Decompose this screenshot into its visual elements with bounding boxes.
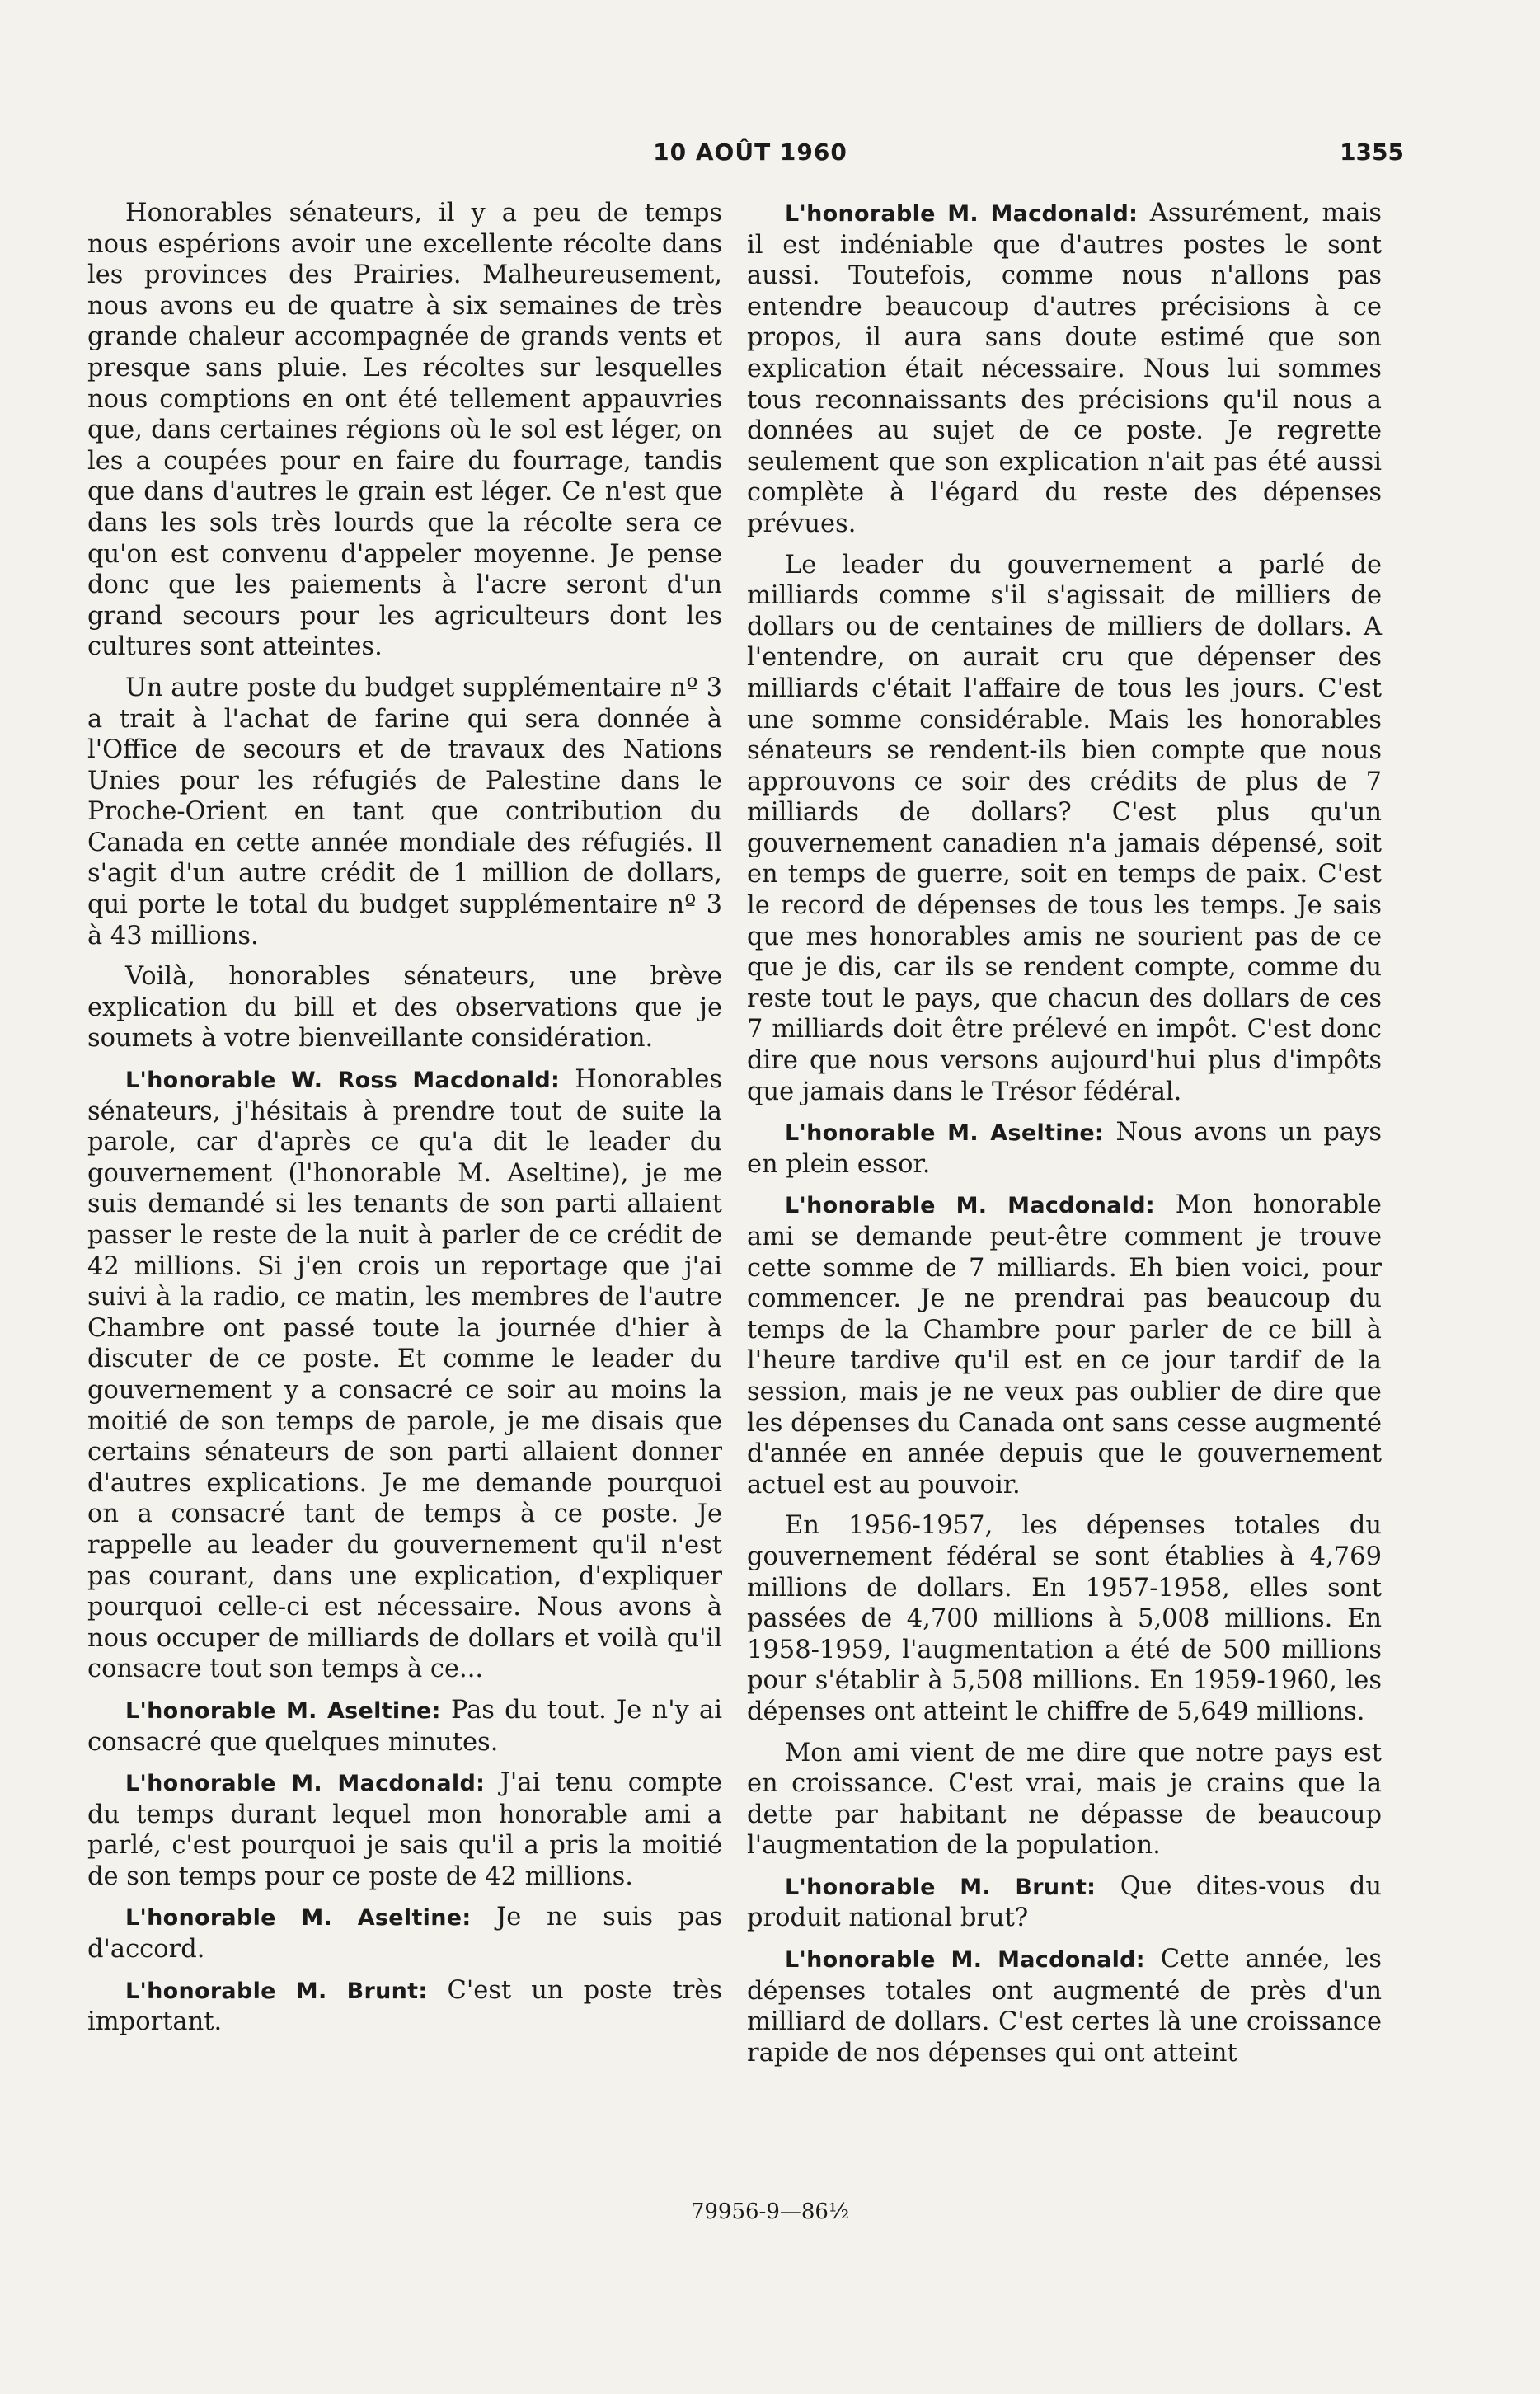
speech-paragraph — [747, 1944, 1382, 2068]
speech-text: Cette année, les dépenses totales ont augmenté de près d'un milliard de dollars. C'est certes là une croissance rapide de nos dépenses qui ont atteint — [747, 1945, 1382, 2068]
speaker-name: L'honorable M. Brunt: — [785, 1874, 1096, 1900]
speech-text: Je ne suis pas d'accord. — [87, 1903, 722, 1964]
speech-text: J'ai tenu compte du temps durant lequel mon honorable ami a parlé, c'est pourquoi je sais qu'il a pris la moitié de son temps pour ce poste de 42 millions. — [87, 1768, 722, 1891]
speaker-name: L'honorable M. Macdonald: — [785, 201, 1139, 227]
paragraph: Mon ami vient de me dire que notre pays est en croissance. C'est vrai, mais je crains que la dette par habitant ne dépasse de beaucoup l'augmentation de la population. — [747, 1738, 1382, 1861]
speech-text: Nous avons un pays en plein essor. — [747, 1118, 1382, 1179]
speech-text: Pas du tout. Je n'y ai consacré que quelques minutes. — [87, 1695, 722, 1757]
speech-text: C'est un poste très important. — [87, 1975, 723, 2037]
left-column — [87, 198, 722, 2048]
speech-paragraph — [87, 1064, 722, 1685]
speech-paragraph — [747, 1871, 1382, 1934]
speaker-name: L'honorable M. Macdonald: — [785, 1193, 1155, 1219]
paragraph: Voilà, honorables sénateurs, une brève explication du bill et des observations que je soumets à votre bienveillante considération. — [87, 962, 722, 1054]
right-column — [747, 198, 1382, 2078]
speech-paragraph — [747, 198, 1382, 540]
speech-text: Assurément, mais il est indéniable que d'autres postes le sont aussi. Toutefois, comme nous n'allons pas entendre beaucoup d'autres précisions à ce propos, il aura sans doute estimé que son explication était nécessaire. Nous lui sommes tous reconnaissants des précisions qu'il nous a données au sujet de ce poste. Je regrette seulement que son explication n'ait pas été aussi complète à l'égard du reste des dépenses prévues. — [747, 199, 1382, 538]
header-date: 10 AOÛT 1960 — [653, 138, 847, 166]
speech-paragraph — [87, 1767, 722, 1892]
speaker-name: L'honorable M. Macdonald: — [125, 1771, 486, 1797]
speech-paragraph — [87, 1975, 722, 2038]
speech-paragraph — [747, 1190, 1382, 1500]
page-number: 1355 — [1340, 138, 1404, 166]
paragraph: Un autre poste du budget supplémentaire nº 3 a trait à l'achat de farine qui sera donnée à l'Office de secours et de travaux des Nations Unies pour les réfugiés de Palestine dans le Proche-Orient en tant que contribution du Canada en cette année mondiale des réfugiés. Il s'agit d'un autre crédit de 1 million de dollars, qui porte le total du budget supplémentaire nº 3 à 43 millions. — [87, 673, 722, 951]
speech-paragraph — [747, 1117, 1382, 1180]
speaker-name: L'honorable M. Aseltine: — [125, 1905, 472, 1932]
speech-paragraph — [87, 1695, 722, 1758]
paragraph: Honorables sénateurs, il y a peu de temps nous espérions avoir une excellente récolte dans les provinces des Prairies. Malheureusement, nous avons eu de quatre à six semaines de très grande chaleur accompagnée de grands vents et presque sans pluie. Les récoltes sur lesquelles nous comptions en ont été tellement appauvries que, dans certaines régions où le sol est léger, on les a coupées pour en faire du fourrage, tandis que dans d'autres le grain est léger. Ce n'est que dans les sols très lourds que la récolte sera ce qu'on est convenu d'appeler moyenne. Je pense donc que les paiements à l'acre seront d'un grand secours pour les agriculteurs dont les cultures sont atteintes. — [87, 199, 722, 662]
speech-paragraph — [87, 1902, 722, 1964]
printer-signature: 79956-9—86½ — [690, 2199, 850, 2224]
speech-text: Mon honorable ami se demande peut-être comment je trouve cette somme de 7 milliards. Eh bien voici, pour commencer. Je ne prendrai pas beaucoup du temps de la Chambre pour parler de ce bill à l'heure tardive qu'il est en ce jour tardif de la session, mais je ne veux pas oublier de dire que les dépenses du Canada ont sans cesse augmenté d'année en année depuis que le gouvernement actuel est au pouvoir. — [747, 1190, 1382, 1500]
speaker-name: L'honorable W. Ross Macdonald: — [125, 1068, 561, 1094]
speech-text: Honorables sénateurs, j'hésitais à prendre tout de suite la parole, car d'après ce qu'a dit le leader du gouvernement (l'honorable M. Aseltine), je me suis demandé si les tenants de son parti allaient passer le reste de la nuit à parler de ce crédit de 42 millions. Si j'en crois un reportage que j'ai suivi à la radio, ce matin, les membres de l'autre Chambre ont passé toute la journée d'hier à discuter de ce poste. Et comme le leader du gouvernement y a consacré ce soir au moins la moitié de son temps de parole, je me disais que certains sénateurs de son parti allaient donner d'autres explications. Je me demande pourquoi on a consacré tant de temps à ce poste. Je rappelle au leader du gouvernement qu'il n'est pas courant, dans une explication, d'expliquer pourquoi celle-ci est nécessaire. Nous avons à nous occuper de milliards de dollars et voilà qu'il consacre tout son temps à ce... — [87, 1065, 722, 1684]
page-header — [0, 138, 1540, 180]
speech-text: Que dites-vous du produit national brut? — [747, 1871, 1382, 1933]
paragraph: En 1956-1957, les dépenses totales du gouvernement fédéral se sont établies à 4,769 millions de dollars. En 1957-1958, elles sont passées de 4,700 millions à 5,008 millions. En 1958-1959, l'augmentation a été de 500 millions pour s'établir à 5,508 millions. En 1959-1960, les dépenses ont atteint le chiffre de 5,649 millions. — [747, 1511, 1382, 1726]
paragraph: Le leader du gouvernement a parlé de milliards comme s'il s'agissait de milliers de dollars ou de centaines de milliers de dollars. A l'entendre, on aurait cru que dépenser des milliards c'était l'affaire de tous les jours. C'est une somme considérable. Mais les honorables sénateurs se rendent-ils bien compte que nous approuvons ce soir des crédits de plus de 7 milliards de dollars? C'est plus qu'un gouvernement canadien n'a jamais dépensé, soit en temps de guerre, soit en temps de paix. C'est le record de dépenses de tous les temps. Je sais que mes honorables amis ne sourient pas de ce que je dis, car ils se rendent compte, comme du reste tout le pays, que chacun des dollars de ces 7 milliards doit être prélevé en impôt. C'est donc dire que nous versons aujourd'hui plus d'impôts que jamais dans le Trésor fédéral. — [747, 550, 1382, 1106]
speaker-name: L'honorable M. Macdonald: — [785, 1947, 1145, 1974]
speaker-name: L'honorable M. Aseltine: — [125, 1697, 441, 1724]
speaker-name: L'honorable M. Brunt: — [125, 1978, 428, 2004]
speaker-name: L'honorable M. Aseltine: — [785, 1120, 1105, 1147]
